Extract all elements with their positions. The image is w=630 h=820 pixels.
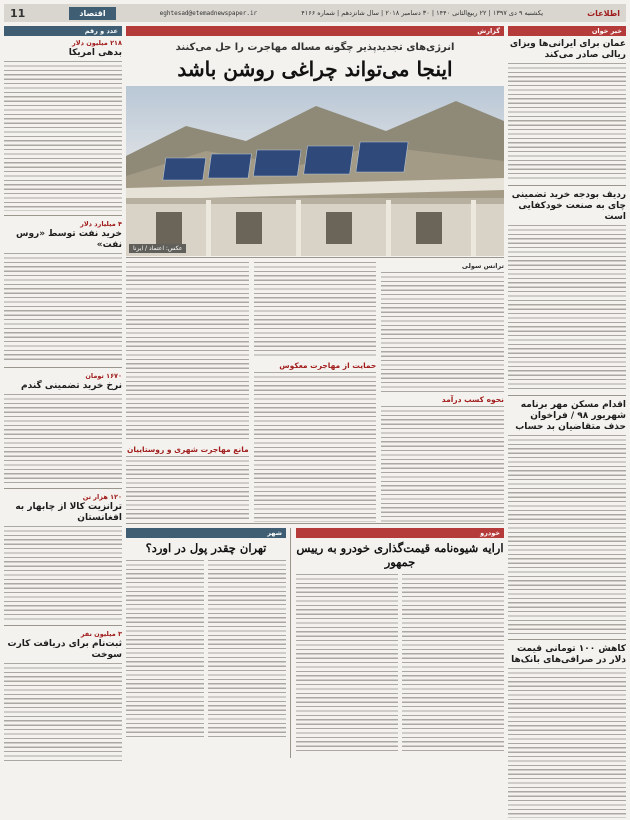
story-body [508,668,626,818]
story-title: نرخ خرید تضمینی گندم [21,381,122,391]
section-title: اقتصاد [69,7,115,20]
body-column [254,262,377,523]
section-tag: عدد و رقم [4,26,122,36]
body-column [126,262,249,523]
lead-headline: اینجا می‌تواند چراغی روشن باشد [177,57,453,81]
date-line: یکشنبه ۹ دی ۱۳۹۷ | ۲۲ ربیع‌الثانی ۱۴۴۰ | ۳۰ دسامبر ۲۰۱۸ | سال شانزدهم | شماره ۴۱۶۶ [301,9,544,17]
subhead: حمایت از مهاجرت معکوس [279,361,377,370]
brief-story[interactable] [508,400,626,640]
story-body [4,663,122,763]
number-story[interactable] [4,39,122,216]
story-body [508,435,626,635]
story-body [508,225,626,391]
brief-story[interactable] [508,190,626,396]
story-title: ثبت‌نام برای دریافت کارت سوخت [7,639,122,660]
lead-story-body [126,262,504,524]
body-column [381,262,504,523]
story-title: ترانزیت کالا از چابهار به افغانستان [15,502,122,523]
numbers-column [4,26,122,816]
story-title: کاهش ۱۰۰ تومانی قیمت دلار در صرافی‌های بانک‌ها [511,644,626,665]
number-story[interactable] [4,630,122,767]
photo-illustration [126,86,504,256]
story-body [4,253,122,363]
news-briefs-column [508,26,626,816]
masthead [4,4,626,22]
photo-caption: عکس: اعتماد / ایرنا [129,244,186,253]
story-figure: ۳ میلیون نفر [80,630,122,638]
body-text [296,574,398,754]
section-tag: گزارش [126,26,504,36]
solar-panels-photo[interactable] [126,86,504,256]
subhead: مانع مهاجرت شهری و روستاییان [126,445,249,454]
number-story[interactable] [4,493,122,626]
body-text [254,372,377,522]
body-text [254,262,377,358]
body-text [381,272,504,392]
story-body [4,526,122,621]
subhead: نحوه کسب درآمد [441,395,504,404]
number-story[interactable] [4,220,122,368]
story-body [4,394,122,484]
car-pricing-story[interactable] [296,528,504,758]
number-story[interactable] [4,372,122,489]
brief-story[interactable] [508,644,626,820]
bottom-stories [126,528,504,758]
story-figure: ۱۶۷۰ تومان [85,372,122,380]
story-title: خرید نفت توسط «روس نفت» [16,229,122,250]
main-column [126,26,504,816]
section-tag: خودرو [296,528,504,538]
section-tag: شهر [126,528,286,538]
newspaper-logo: اطلاعات [587,8,620,18]
email-address[interactable]: eghtesad@etemadnewspaper.ir [159,9,258,17]
tehran-income-story[interactable] [126,528,291,758]
body-text [126,456,249,520]
story-title: عمان برای ایرانی‌ها ویزای ریالی صادر می‌کند [509,39,626,60]
story-figure: ۴ میلیارد دلار [80,220,122,228]
brief-story[interactable] [508,39,626,186]
page-number: 11 [10,6,26,20]
story-body [4,61,122,211]
story-title: بدهی امریکا [68,48,122,58]
story-title: اقدام مسکن مهر برنامه شهریور ۹۸ / فراخوان حذف متقاضیان بد حساب [515,400,626,432]
body-text [208,560,286,740]
story-headline: ارایه شیوه‌نامه قیمت‌گذاری خودرو به رییس جمهور [296,541,504,569]
byline: ترانس سولی [461,262,504,270]
body-text [126,262,249,442]
lead-story[interactable] [126,26,504,258]
body-text [381,406,504,524]
lead-kicker: انرژی‌های تجدیدپذیر چگونه مساله مهاجرت را حل می‌کنند [175,42,455,53]
story-headline: تهران چقدر پول در اورد؟ [145,541,267,555]
story-title: ردیف بودجه خرید تضمینی چای به صنعت خودکفایی است [511,190,626,222]
story-figure: ۱۲۰ هزار تن [82,493,122,501]
body-text [126,560,204,740]
story-body [508,63,626,181]
body-text [402,574,504,754]
story-figure: ۲۱۸ میلیون دلار [72,39,122,47]
section-tag: خبر خوان [508,26,626,36]
